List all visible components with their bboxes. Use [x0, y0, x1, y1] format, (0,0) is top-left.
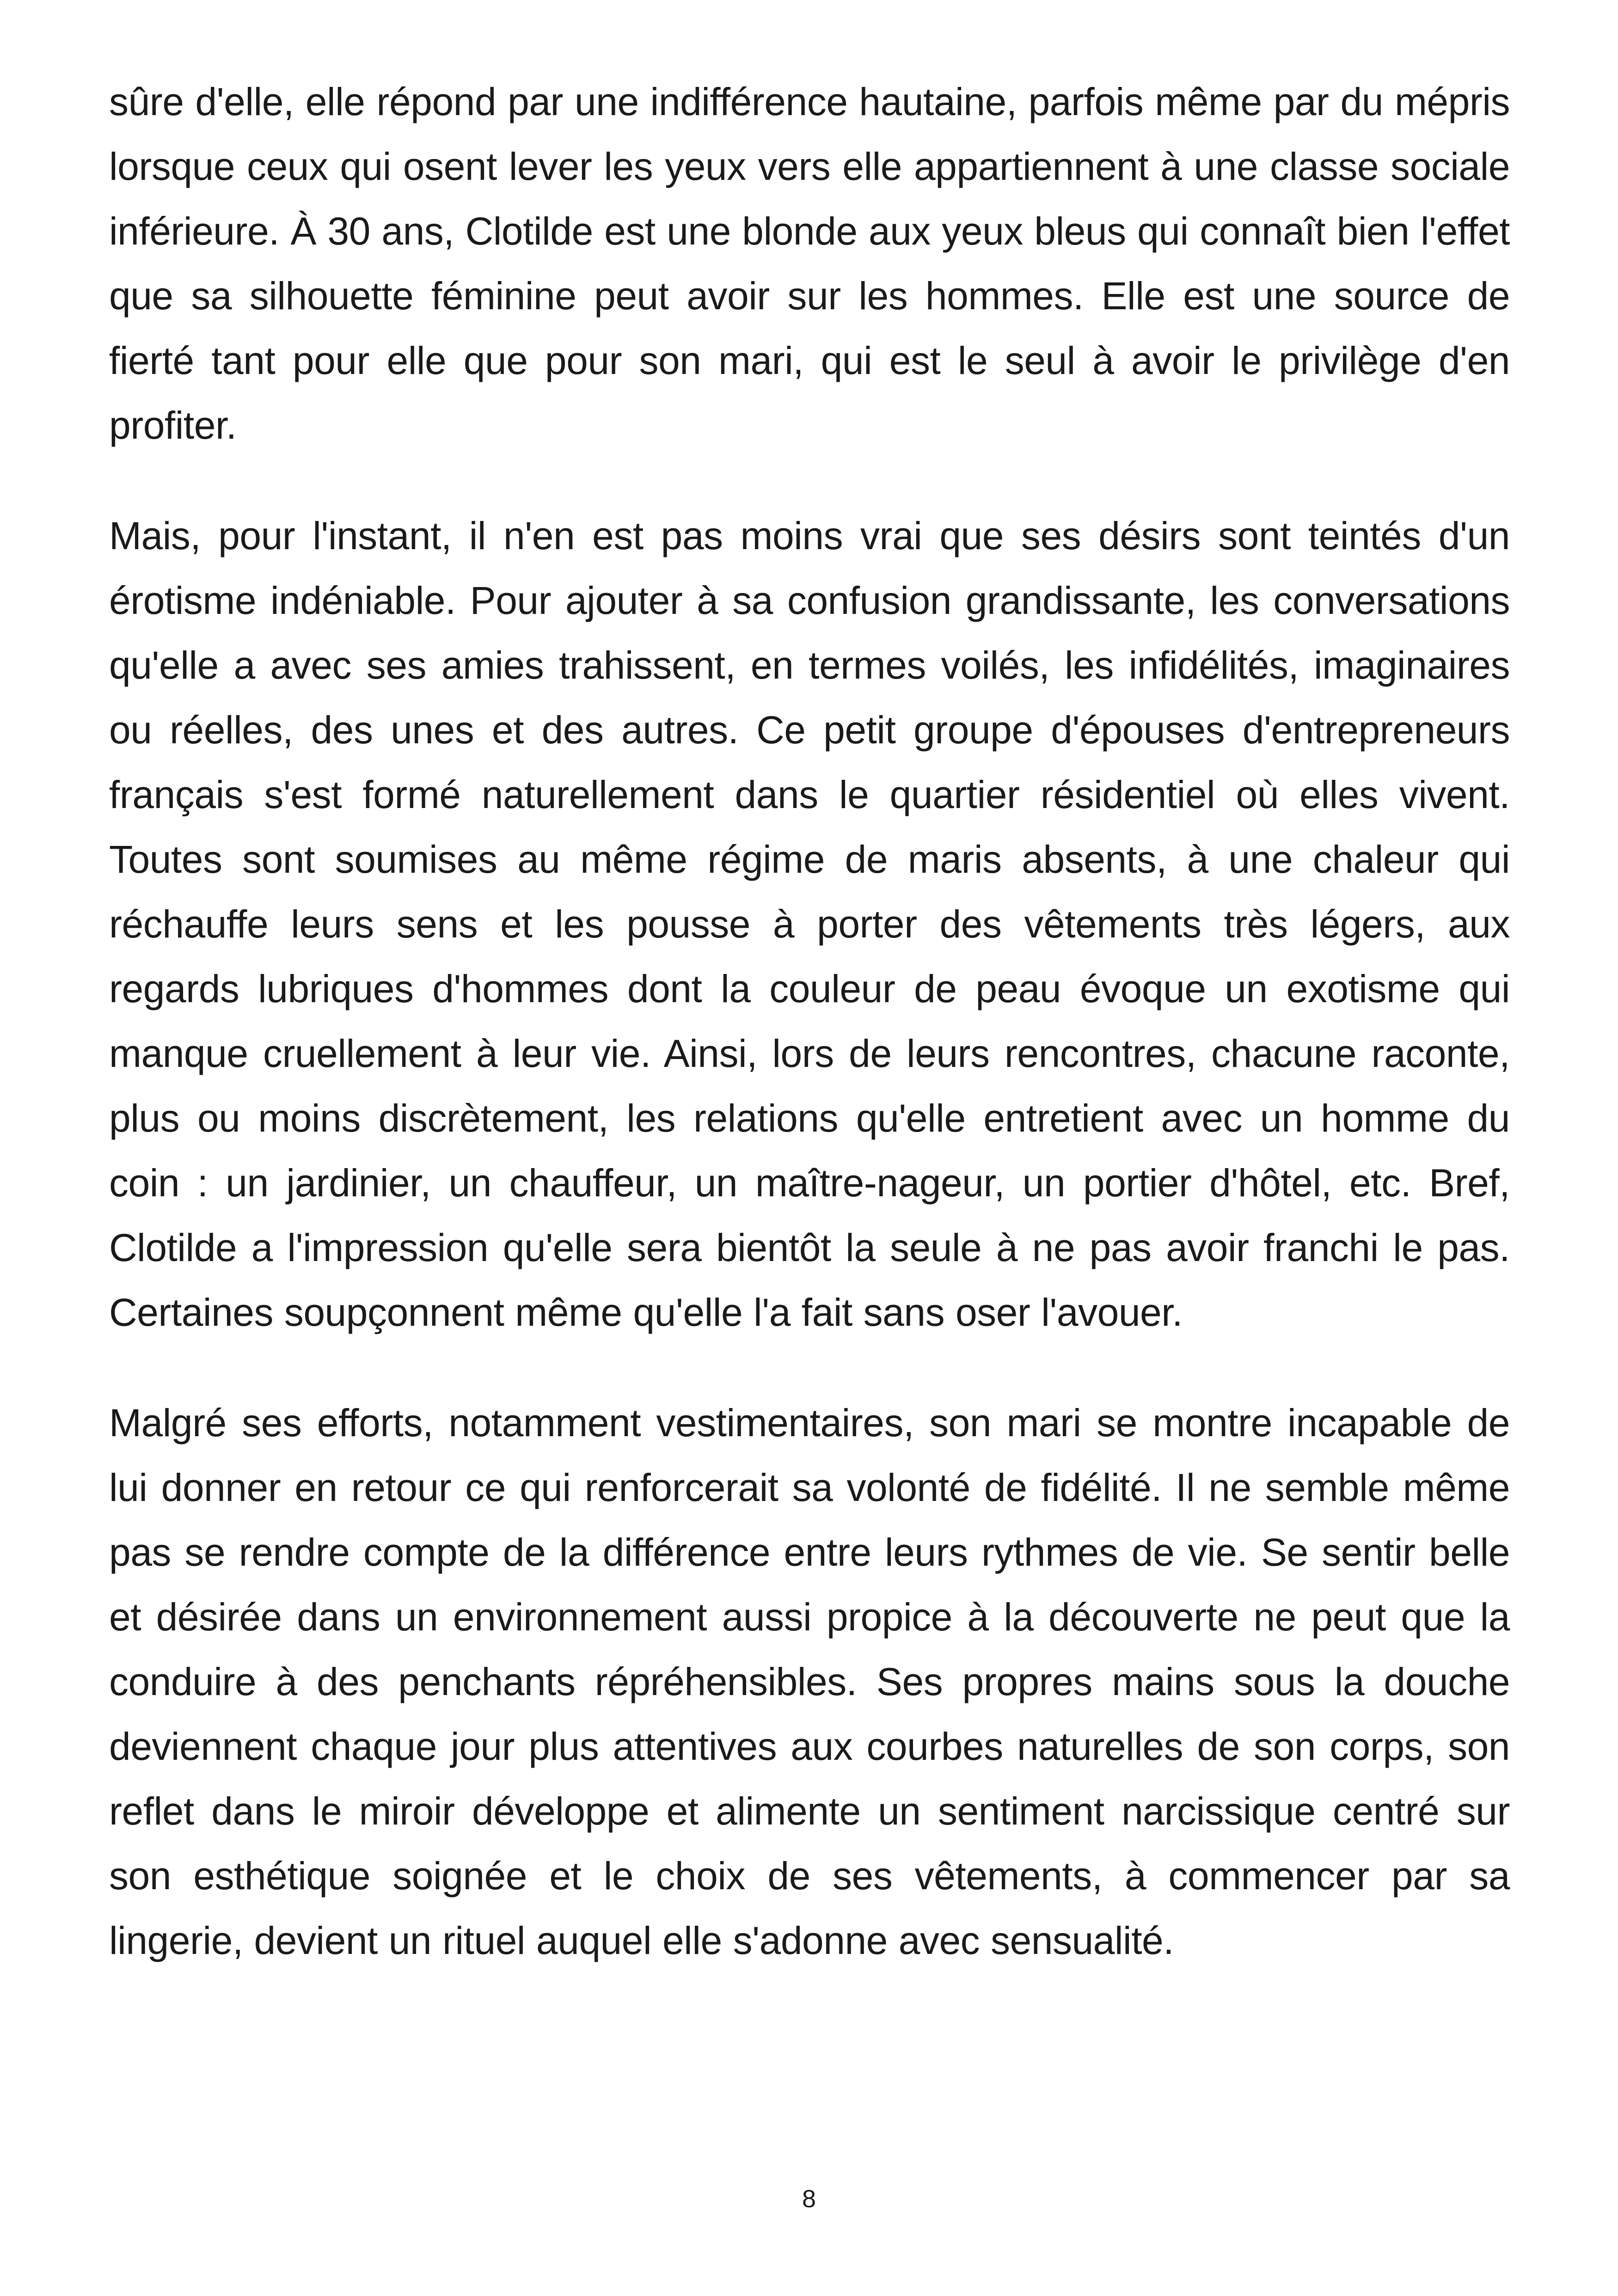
paragraph-2: Mais, pour l'instant, il n'en est pas moins vrai que ses désirs sont teintés d'un érotisme indéniable. Pour ajouter à sa confusion grandissante, les conversations qu'elle a avec ses amies trahissent, en termes voilés, les infidélités, imaginaires ou réelles, des unes et des autres. Ce petit groupe d'épouses d'entrepreneurs français s'est formé naturellement dans le quartier résidentiel où elles vivent. Toutes sont soumises au même régime de maris absents, à une chaleur qui réchauffe leurs sens et les pousse à porter des vêtements très légers, aux regards lubriques d'hommes dont la couleur de peau évoque un exotisme qui manque cruellement à leur vie. Ainsi, lors de leurs rencontres, chacune raconte, plus ou moins discrètement, les relations qu'elle entretient avec un homme du coin : un jardinier, un chauffeur, un maître-nageur, un portier d'hôtel, etc. Bref, Clotilde a l'impression qu'elle sera bientôt la seule à ne pas avoir franchi le pas. Certaines soupçonnent même qu'elle l'a fait sans oser l'avouer. — [109, 514, 1510, 1334]
body-text — [109, 69, 1510, 1973]
paragraph-3: Malgré ses efforts, notamment vestimentaires, son mari se montre incapable de lui donner en retour ce qui renforcerait sa volonté de fidélité. Il ne semble même pas se rendre compte de la différence entre leurs rythmes de vie. Se sentir belle et désirée dans un environnement aussi propice à la découverte ne peut que la conduire à des penchants répréhensibles. Ses propres mains sous la douche deviennent chaque jour plus attentives aux courbes naturelles de son corps, son reflet dans le miroir développe et alimente un sentiment narcissique centré sur son esthétique soignée et le choix de ses vêtements, à commencer par sa lingerie, devient un rituel auquel elle s'adonne avec sensualité. — [109, 1401, 1510, 1962]
page-number: 8 — [802, 2185, 816, 2213]
paragraph-1: sûre d'elle, elle répond par une indifférence hautaine, parfois même par du mépris lorsque ceux qui osent lever les yeux vers elle appartiennent à une classe sociale inférieure. À 30 ans, Clotilde est une blonde aux yeux bleus qui connaît bien l'effet que sa silhouette féminine peut avoir sur les hommes. Elle est une source de fierté tant pour elle que pour son mari, qui est le seul à avoir le privilège d'en profiter. — [109, 80, 1510, 447]
